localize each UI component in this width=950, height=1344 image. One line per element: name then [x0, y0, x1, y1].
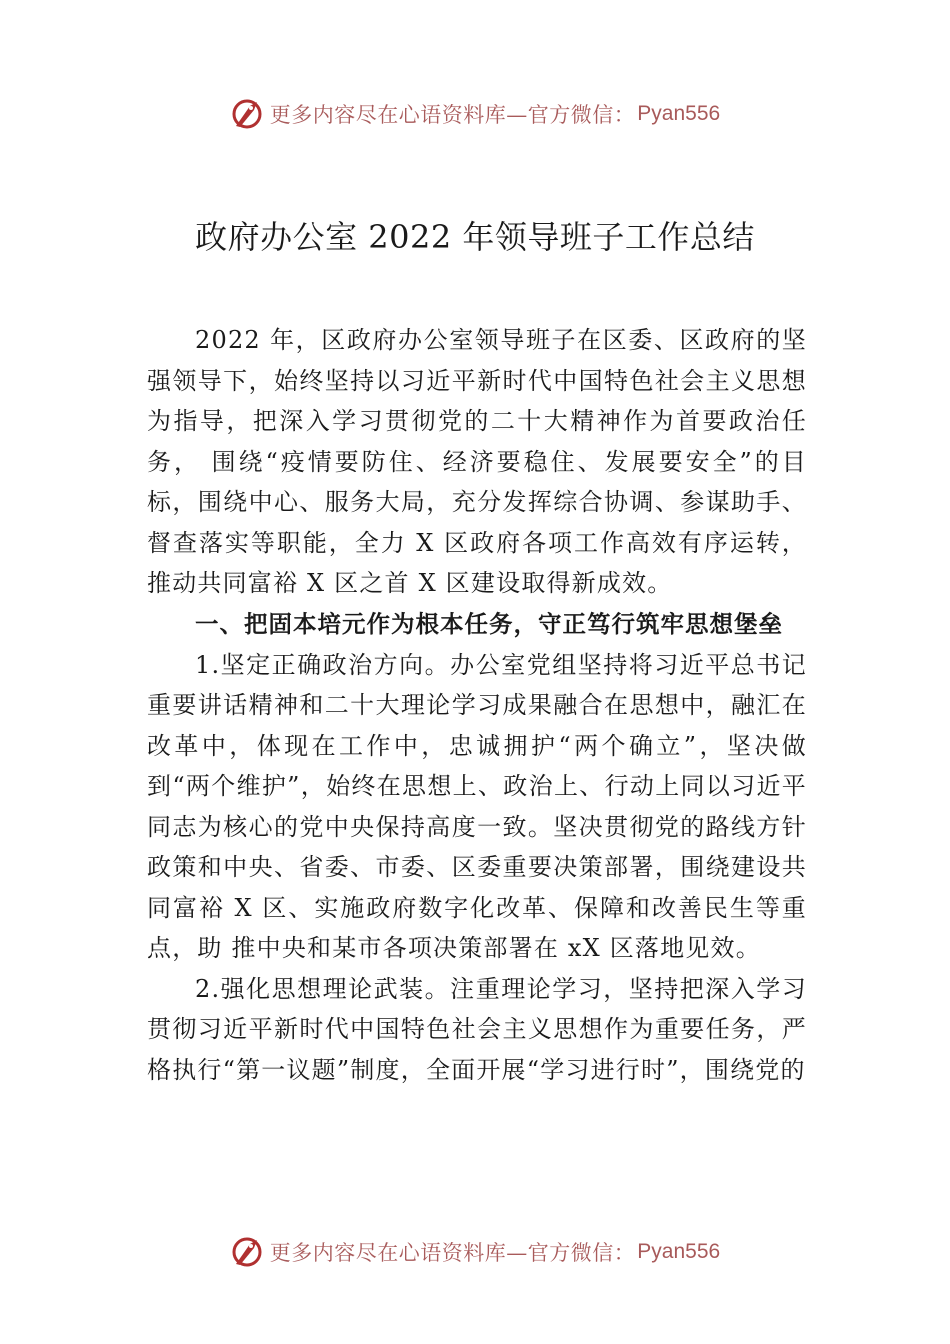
- banner-text: 更多内容尽在心语资料库—官方微信：: [269, 1241, 636, 1265]
- banner-wechat-id: Pyan556: [637, 1240, 721, 1263]
- pen-nib-logo-icon: [230, 96, 266, 132]
- item-paragraph-2: 2.强化思想理论武装。注重理论学习，坚持把深入学习贯彻习近平新时代中国特色社会主义思想作为重要任务，严格执行“第一议题”制度，全面开展“学习进行时”，围绕党的: [147, 974, 807, 1084]
- pen-nib-logo-icon: [230, 1234, 266, 1270]
- header-banner: [0, 94, 950, 134]
- banner-text: 更多内容尽在心语资料库—官方微信：: [269, 103, 636, 127]
- banner-wechat-id: Pyan556: [637, 102, 721, 125]
- intro-paragraph: 2022 年，区政府办公室领导班子在区委、区政府的坚强领导下，始终坚持以习近平新时代中国特色社会主义思想为指导，把深入学习贯彻党的二十大精神作为首要政治任务， 围绕“疫情要防住、经济要稳住、发展要安全”的目标，围绕中心、服务大局，充分发挥综合协调、参谋助手、督查落实等职能，全力 X 区政府各项工作高效有序运转，推动共同富裕 X 区之首 X 区建设取得新成效。: [147, 326, 807, 597]
- item-paragraph-1: 1.坚定正确政治方向。办公室党组坚持将习近平总书记重要讲话精神和二十大理论学习成果融合在思想中，融汇在改革中，体现在工作中，忠诚拥护“两个确立”，坚决做到“两个维护”，始终在思想上、政治上、行动上同以习近平同志为核心的党中央保持高度一致。坚决贯彻党的路线方针政策和中央、省委、市委、区委重要决策部署，围绕建设共同富裕 X 区、实施政府数字化改革、保障和改善民生等重点，助 推中央和某市各项决策部署在 xX 区落地见效。: [147, 650, 807, 962]
- document-body: [147, 320, 807, 1090]
- section-heading: 一、把固本培元作为根本任务，守正笃行筑牢思想堡垒: [195, 609, 783, 638]
- document-title: 政府办公室 2022 年领导班子工作总结: [195, 218, 755, 256]
- footer-banner: [0, 1232, 950, 1272]
